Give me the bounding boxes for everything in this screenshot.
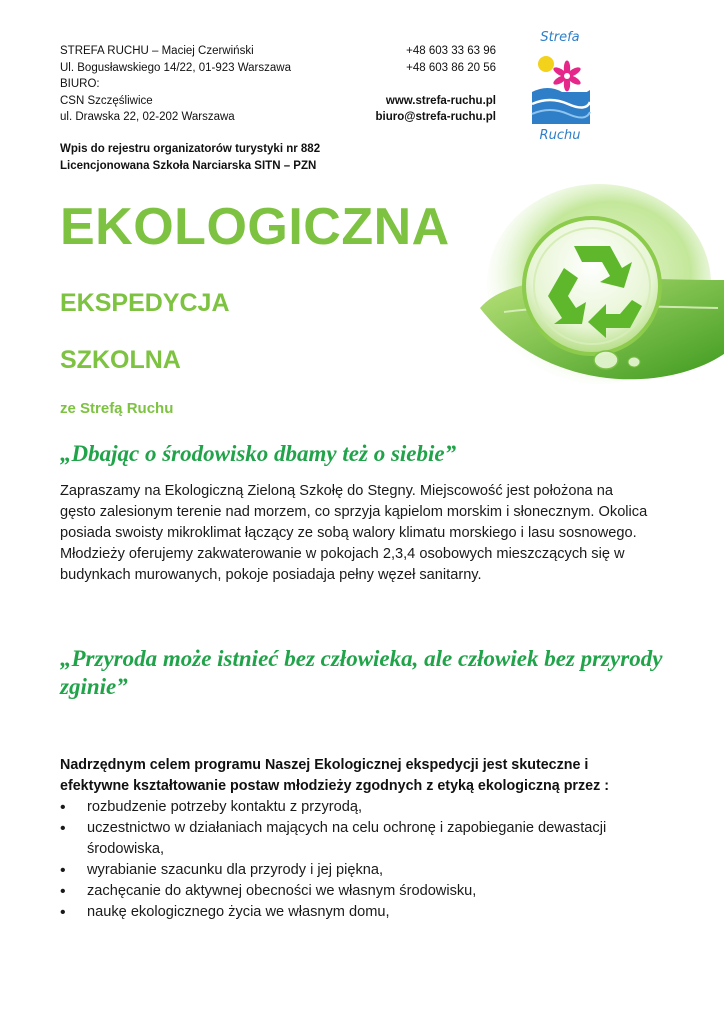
list-item: • zachęcanie do aktywnej obecności we własnym środowisku, bbox=[60, 881, 660, 902]
website-link[interactable]: www.strefa-ruchu.pl bbox=[385, 94, 496, 107]
recycle-leaf-icon bbox=[474, 184, 724, 402]
company-contact-block bbox=[340, 43, 496, 126]
email-link[interactable]: biuro@strefa-ruchu.pl bbox=[375, 111, 496, 123]
subtitle-expedition: EKSPEDYCJA bbox=[60, 289, 230, 317]
logo-bottom-text: Ruchu bbox=[539, 128, 581, 143]
subtitle-company: ze Strefą Ruchu bbox=[60, 400, 174, 417]
list-item: • naukę ekologicznego życia we własnym domu, bbox=[60, 902, 660, 923]
registry-line-1: Wpis do rejestru organizatorów turystyki nr 882 bbox=[60, 143, 321, 155]
quote-nature: „Przyroda może istnieć bez człowieka, ale człowiek bez przyrody zginie” bbox=[60, 646, 663, 699]
list-item: • rozbudzenie potrzeby kontaktu z przyrodą, bbox=[60, 797, 660, 818]
list-item: • uczestnictwo w działaniach mających na celu ochronę i zapobieganie dewastacji środowiska, bbox=[60, 818, 660, 860]
intro-paragraph: Młodzieży oferujemy zakwaterowanie w pokojach 2,3,4 osobowych mieszczących się w budynkach murowanych, pokoje posiadaja pełny węzeł sanitarny. bbox=[60, 546, 625, 583]
office-name-line: CSN Szczęśliwice bbox=[60, 94, 153, 107]
page-title: EKOLOGICZNA bbox=[60, 198, 450, 256]
office-label: BIURO: bbox=[60, 78, 100, 90]
strefa-ruchu-logo bbox=[524, 26, 596, 144]
company-address-block bbox=[60, 43, 360, 126]
goals-list bbox=[60, 797, 660, 923]
office-street-line: ul. Drawska 22, 02-202 Warszawa bbox=[60, 111, 235, 123]
goals-intro: Nadrzędnym celem programu Naszej Ekologicznej ekspedycji jest skuteczne i efektywne kształtowanie postaw młodzieży zgodnych z etyką ekologiczną przez : bbox=[60, 757, 609, 794]
company-name-line: STREFA RUCHU – Maciej Czerwiński bbox=[60, 45, 254, 57]
phone-1: +48 603 33 63 96 bbox=[406, 45, 496, 57]
intro-paragraph: Zapraszamy na Ekologiczną Zieloną Szkołę do Stegny. Miejscowość jest położona na gęsto zalesionym terenie nad morzem, co sprzyja kąpielom morskim i słonecznym. Okolica posiada swoisty mikroklimat łączący ze sobą walory klimatu morskiego i lasu sosnowego. bbox=[60, 483, 648, 541]
logo-top-text: Strefa bbox=[540, 30, 580, 45]
list-item: • wyrabianie szacunku dla przyrody i jej piękna, bbox=[60, 860, 660, 881]
subtitle-school: SZKOLNA bbox=[60, 346, 181, 374]
registry-line-2: Licencjonowana Szkoła Narciarska SITN – PZN bbox=[60, 159, 317, 172]
quote-environment: „Dbając o środowisko dbamy też o siebie” bbox=[60, 441, 457, 466]
intro-text bbox=[60, 481, 650, 586]
company-street-line: Ul. Bogusławskiego 14/22, 01-923 Warszawa bbox=[60, 61, 291, 74]
registry-info bbox=[60, 141, 320, 174]
phone-2: +48 603 86 20 56 bbox=[406, 61, 496, 74]
